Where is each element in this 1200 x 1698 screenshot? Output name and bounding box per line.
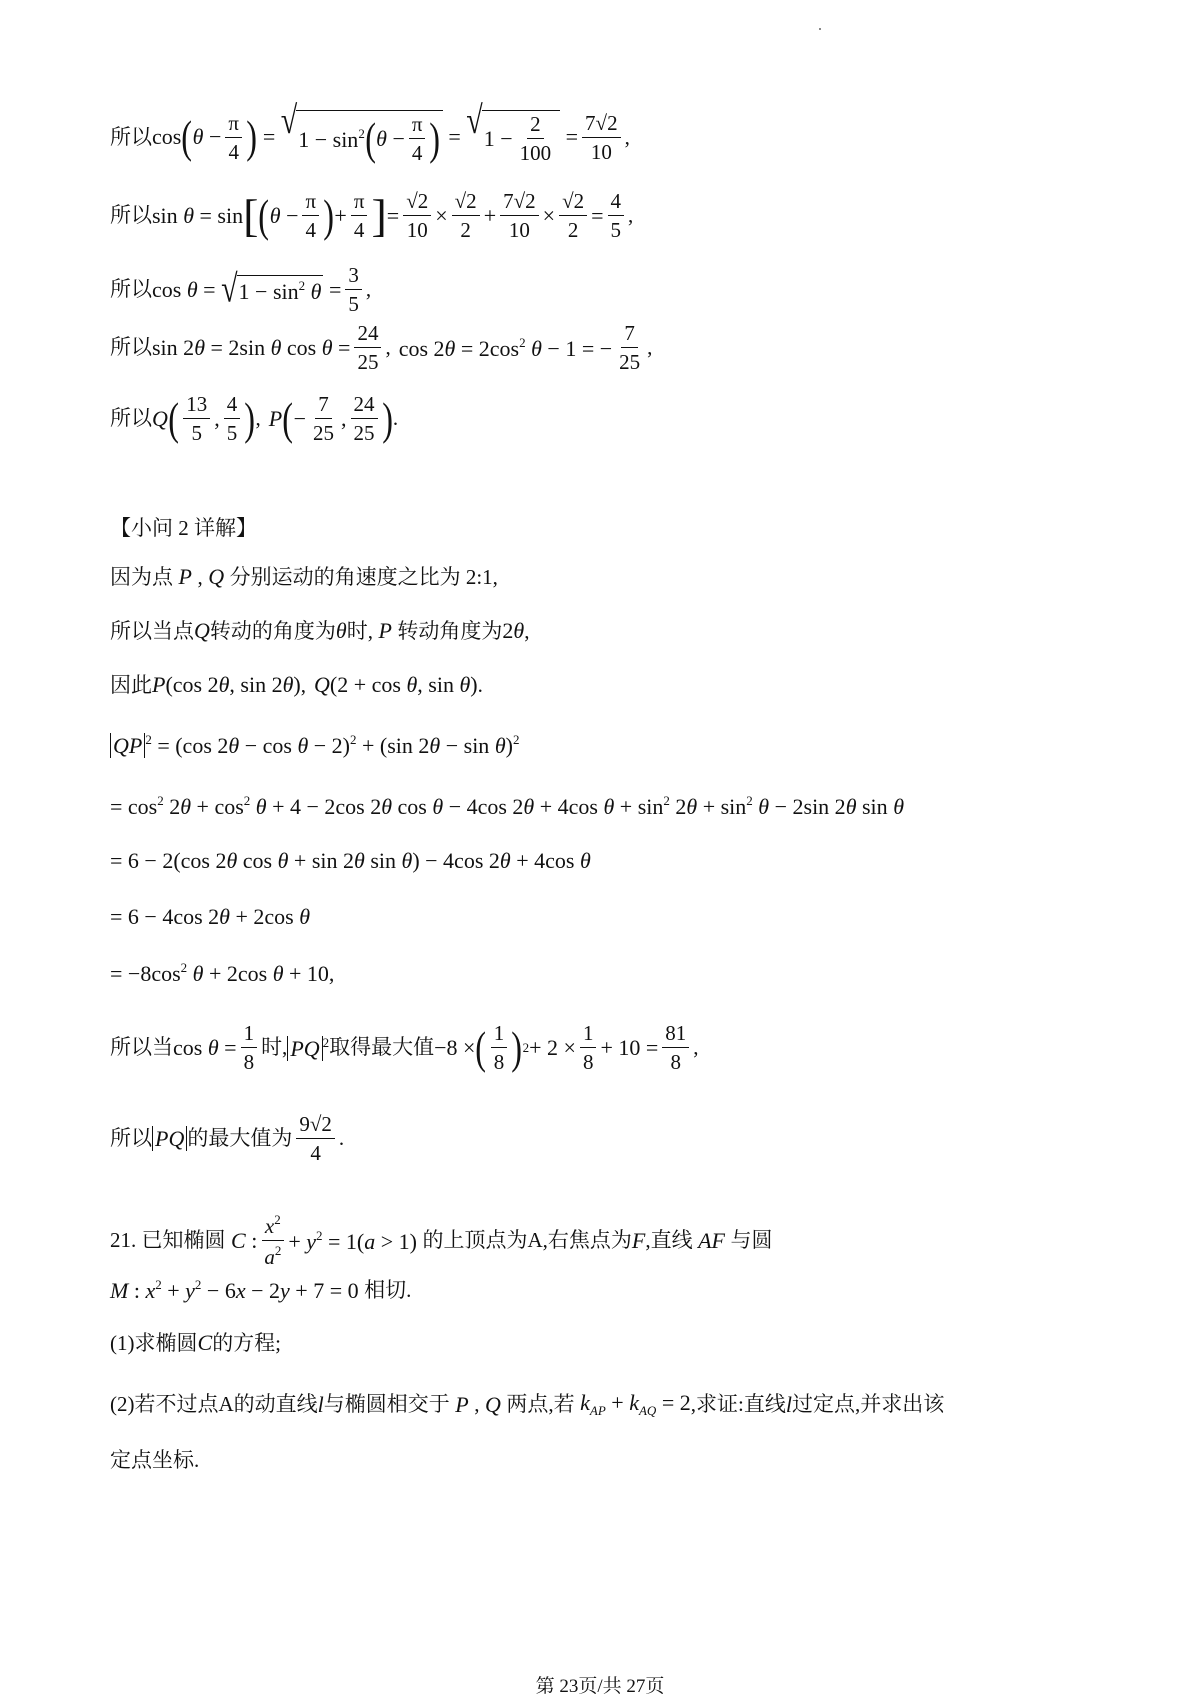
eq-cos-theta: 所以 cos θ = √ $1 - \sin^2 \theta$ = $\frac{3}{5}$ , — [110, 263, 372, 317]
q21-sub1: (1)求椭圆 C 的方程; — [110, 1330, 282, 1355]
eq-expand-3: = 6 − 4cos 2θ + 2cos θ — [110, 904, 310, 929]
eq-expand-2: = 6 − 2(cos 2θ cos θ + sin 2θ sin θ) − 4cos 2θ + 4cos θ — [110, 848, 591, 873]
text-prefix: 所以 — [110, 203, 152, 228]
q21-sub2-cont — [110, 1450, 199, 1471]
text: , — [524, 618, 530, 643]
q21-statement-line2: M : $x^2 + y^2 - 6x - 2y + 7 = 0$ 相切. — [110, 1277, 412, 1303]
text: 转动角度为 — [397, 618, 503, 643]
eq-sin2-cos2: 所以 sin 2θ = 2sin θ cos θ = $\frac{24}{25}$ , $\cos 2\theta = 2\cos^2$ θ − 1 = − $\frac{7}{25}$ , — [110, 321, 653, 375]
text: . — [338, 1126, 345, 1151]
eq-cos-theta-minus-pi4: 所以 cos ( θ − $\frac{\pi}{4}$ ) = √ $1 - \sin^2$ ( θ − $\frac{\pi}{4}$ ) = √ 1 − $\frac{2}{100}$ = $\frac{7√2}{10}$ , — [110, 99, 630, 166]
question-number: 21. 已知椭圆 — [110, 1228, 226, 1253]
text-tail: , — [365, 277, 372, 302]
text-mid: , — [385, 335, 391, 360]
text-tail: , — [628, 203, 634, 228]
text: ,求证:直线 — [690, 1392, 786, 1416]
eq-points-q-p: 所以 Q ( $\frac{13}{5}$ , $\frac{4}{5}$ ) , P ( − $\frac{7}{25}$ , $\frac{24}{25}$ ) . — [110, 392, 399, 446]
text-tail: , — [624, 124, 630, 149]
text: (2)若不过点A的动直线 — [110, 1392, 318, 1416]
text: 所以 — [110, 1126, 152, 1151]
eq-max-value: 所以当 cos θ = $\frac{1}{8}$ 时, PQ $^2$ 取得最大值 −8 × ( $\frac{1}{8}$ ) 2 + 2 × $\frac{1}{8}$ + 10 = $\frac{81}{8}$ , — [110, 1021, 699, 1075]
text: , — [197, 564, 203, 589]
para-coordinates: 因此 P(cos 2θ, sin 2θ) , Q(2 + cos θ, sin θ) . — [110, 672, 483, 697]
eq-sin-theta: 所以 sin θ = sin [ ( θ − $\frac{\pi}{4}$ ) + $\frac{\pi}{4}$ ] = $\frac{√2}{10}$ × $\frac{√2}{2}$ + $\frac{7√2}{10}$ × $\frac{√2}{2}$ = $\frac{4}{5}$ , — [110, 189, 634, 243]
text-tail: . — [392, 406, 399, 431]
text: , — [300, 672, 306, 697]
section-header-q2 — [110, 518, 257, 539]
q21-statement-line1: 21. 已知椭圆 C : $\frac{x^2}{a^2}$ + $y^2 = 1(a > 1)$ 的上顶点为A,右焦点为 F ,直线 AF 与圆 — [110, 1212, 773, 1270]
text-prefix: 所以 — [110, 124, 152, 149]
text: 所以当 — [110, 1035, 173, 1060]
text: 的最大值为 — [187, 1126, 293, 1151]
text: 与圆 — [730, 1228, 773, 1253]
text-tail: , — [647, 335, 653, 360]
text: 两点,若 — [506, 1392, 575, 1416]
text: . — [477, 672, 483, 697]
text-prefix: 所以 — [110, 277, 152, 302]
text: (1)求椭圆 — [110, 1330, 198, 1355]
text: 定点坐标. — [110, 1448, 200, 1472]
text: 所以当点 — [110, 618, 194, 643]
text-prefix: 所以 — [110, 335, 152, 360]
text: 时, — [261, 1035, 288, 1060]
text: 相切. — [364, 1277, 412, 1302]
text: 过定点,并求出该 — [791, 1392, 945, 1416]
text: 与椭圆相交于 — [323, 1392, 450, 1416]
text: 取得最大值 — [329, 1035, 435, 1060]
text: , — [474, 1392, 480, 1416]
text: 因此 — [110, 672, 152, 697]
text: , — [693, 1035, 699, 1060]
section-title: 【小问 2 详解】 — [110, 516, 257, 540]
text: 的方程; — [212, 1330, 282, 1355]
text: 转动的角度为 — [209, 618, 336, 643]
eq-qp-squared: QP $^2$ = (cos 2θ − cos θ − 2)$^2$ + (sin 2θ − sin θ)$^2$ — [110, 733, 519, 757]
text: 的上顶点为A,右焦点为 — [422, 1228, 632, 1253]
text: 分别运动的角速度之比为 2:1, — [229, 564, 498, 589]
eq-expand-1: = $\cos^2 2\theta + \cos^2 \theta + 4 - 2\cos$ 2θ cos θ − 4cos 2θ + 4cos $\theta + \sin^2 2\theta + \sin^2 \theta - 2\sin$ 2θ sin θ — [110, 793, 904, 819]
text: 时, — [346, 618, 373, 643]
q21-sub2: (2)若不过点A的动直线 l 与椭圆相交于 P , Q 两点,若 $k_{AP} + k_{AQ} = 2$ ,求证:直线 l 过定点,并求出该 — [110, 1390, 945, 1418]
scan-speck — [819, 28, 821, 30]
eq-expand-4: = $-8\cos^2$ θ + 2cos θ + 10, — [110, 960, 335, 986]
text: ,直线 — [645, 1228, 693, 1253]
text: 因为点 — [110, 564, 173, 589]
eq-pq-max: 所以 PQ 的最大值为 $\frac{9√2}{4}$ . — [110, 1112, 345, 1166]
page-footer: 第 23页/共 27页 — [535, 1676, 665, 1697]
text-mid: , — [255, 406, 261, 431]
text-prefix: 所以 — [110, 406, 152, 431]
para-rotation-angle: 所以当点 Q 转动的角度为 θ 时, P 转动角度为 2θ , — [110, 618, 530, 643]
para-angular-speed: 因为点 P , Q 分别运动的角速度之比为 2:1, — [110, 564, 498, 589]
